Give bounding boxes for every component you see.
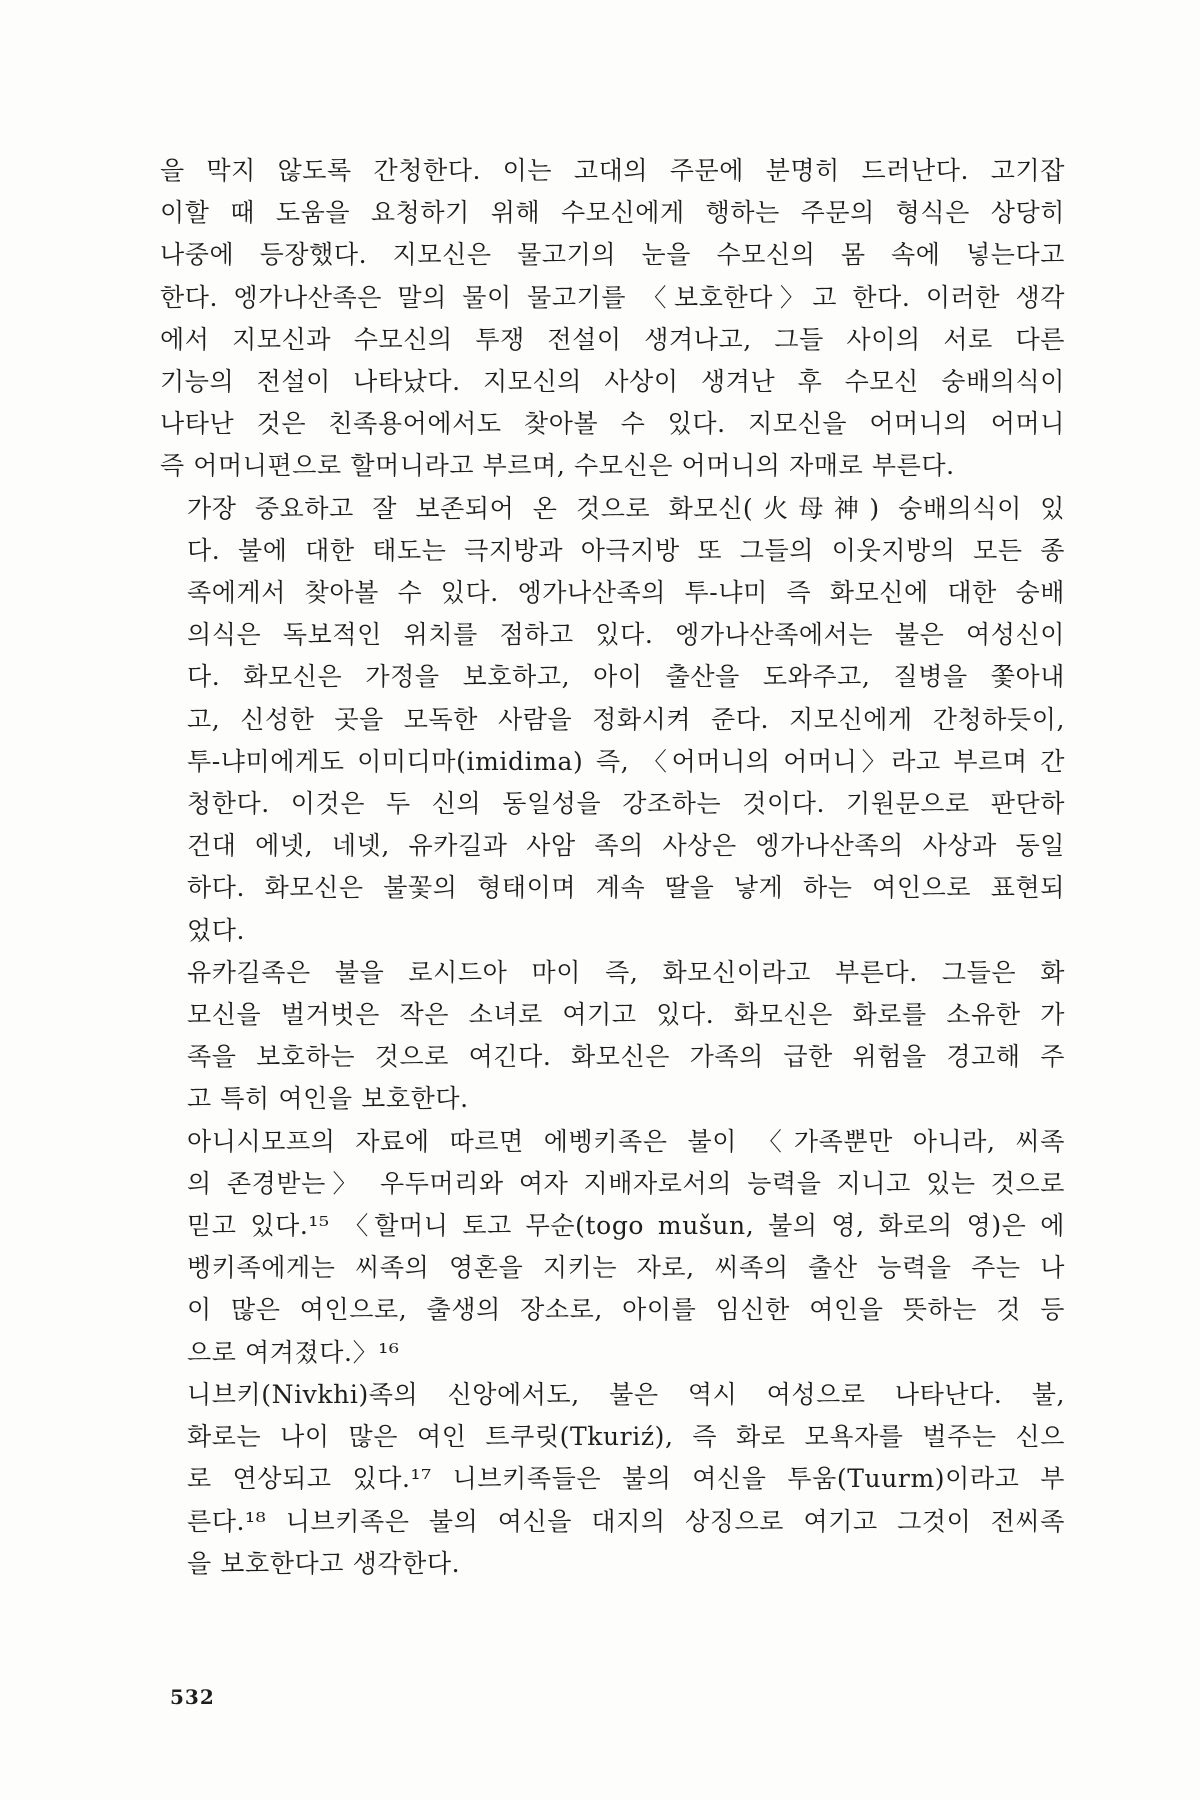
- paragraph: [160, 1374, 1065, 1585]
- text-line: 아니시모프의 자료에 따르면 에벵키족은 불이 〈가족뿐만 아니라, 씨족: [187, 1126, 1065, 1156]
- text-line: 이할 때 도움을 요청하기 위해 수모신에게 행하는 주문의 형식은 상당히: [160, 198, 1065, 228]
- text-line: 청한다. 이것은 두 신의 동일성을 강조하는 것이다. 기원문으로 판단하: [187, 789, 1065, 819]
- text-line: 을 막지 않도록 간청한다. 이는 고대의 주문에 분명히 드러난다. 고기잡: [160, 156, 1065, 185]
- text-line: 었다.: [187, 915, 246, 945]
- text-line: 을 보호한다고 생각한다.: [187, 1548, 461, 1578]
- paragraph: [160, 150, 1065, 488]
- text-line: 에서 지모신과 수모신의 투쟁 전설이 생겨나고, 그들 사이의 서로 다른: [160, 324, 1065, 354]
- paragraph: [160, 952, 1065, 1121]
- text-line: 이 많은 여인으로, 출생의 장소로, 아이를 임신한 여인을 뜻하는 것 등: [187, 1295, 1065, 1325]
- text-line: 건대 에넷, 네넷, 유카길과 사암 족의 사상은 엥가나산족의 사상과 동일: [187, 831, 1065, 861]
- text-line: 투-냐미에게도 이미디마(imidima) 즉, 〈어머니의 어머니〉라고 부르며 간: [187, 746, 1065, 776]
- text-line: 다. 불에 대한 태도는 극지방과 아극지방 또 그들의 이웃지방의 모든 종: [187, 535, 1065, 565]
- text-line: 나타난 것은 친족용어에서도 찾아볼 수 있다. 지모신을 어머니의 어머니: [160, 409, 1065, 439]
- text-line: 화로는 나이 많은 여인 트쿠릿(Tkuriź), 즉 화로 모욕자를 벌주는 신으: [187, 1422, 1065, 1452]
- text-line: 하다. 화모신은 불꽃의 형태이며 계속 딸을 낳게 하는 여인으로 표현되: [187, 873, 1065, 903]
- text-line: 의식은 독보적인 위치를 점하고 있다. 엥가나산족에서는 불은 여성신이: [187, 620, 1065, 650]
- text-line: 의 존경받는〉 우두머리와 여자 지배자로서의 능력을 지니고 있는 것으로: [187, 1168, 1065, 1198]
- text-line: 한다. 엥가나산족은 말의 물이 물고기를 〈보호한다〉고 한다. 이러한 생각: [160, 282, 1065, 312]
- text-line: 으로 여겨졌다.〉¹⁶: [187, 1337, 400, 1367]
- text-line: 다. 화모신은 가정을 보호하고, 아이 출산을 도와주고, 질병을 쫓아내: [187, 662, 1065, 692]
- text-line: 른다.¹⁸ 니브키족은 불의 여신을 대지의 상징으로 여기고 그것이 전씨족: [187, 1506, 1065, 1536]
- text-line: 유카길족은 불을 로시드아 마이 즉, 화모신이라고 부른다. 그들은 화: [187, 957, 1065, 987]
- text-line: 즉 어머니편으로 할머니라고 부르며, 수모신은 어머니의 자매로 부른다.: [160, 451, 955, 481]
- text-line: 가장 중요하고 잘 보존되어 온 것으로 화모신(火母神) 숭배의식이 있: [187, 493, 1065, 523]
- text-line: 고 특히 여인을 보호한다.: [187, 1084, 469, 1114]
- paragraph: [160, 488, 1065, 952]
- body-text: [160, 150, 1065, 1585]
- page-number: 532: [170, 1685, 215, 1709]
- paragraph: [160, 1121, 1065, 1374]
- text-line: 기능의 전설이 나타났다. 지모신의 사상이 생겨난 후 수모신 숭배의식이: [160, 367, 1065, 397]
- text-line: 족을 보호하는 것으로 여긴다. 화모신은 가족의 급한 위험을 경고해 주: [187, 1042, 1065, 1072]
- text-line: 족에게서 찾아볼 수 있다. 엥가나산족의 투-냐미 즉 화모신에 대한 숭배: [187, 578, 1065, 608]
- text-line: 고, 신성한 곳을 모독한 사람을 정화시켜 준다. 지모신에게 간청하듯이,: [187, 704, 1065, 734]
- text-line: 모신을 벌거벗은 작은 소녀로 여기고 있다. 화모신은 화로를 소유한 가: [187, 1000, 1065, 1030]
- text-line: 니브키(Nivkhi)족의 신앙에서도, 불은 역시 여성으로 나타난다. 불,: [187, 1379, 1065, 1409]
- text-line: 믿고 있다.¹⁵ 〈할머니 토고 무순(togo mušun, 불의 영, 화로의 영)은 에: [187, 1211, 1065, 1241]
- text-line: 벵키족에게는 씨족의 영혼을 지키는 자로, 씨족의 출산 능력을 주는 나: [187, 1253, 1065, 1283]
- text-line: 나중에 등장했다. 지모신은 물고기의 눈을 수모신의 몸 속에 넣는다고: [160, 240, 1065, 270]
- text-line: 로 연상되고 있다.¹⁷ 니브키족들은 불의 여신을 투움(Tuurm)이라고 부: [187, 1464, 1065, 1494]
